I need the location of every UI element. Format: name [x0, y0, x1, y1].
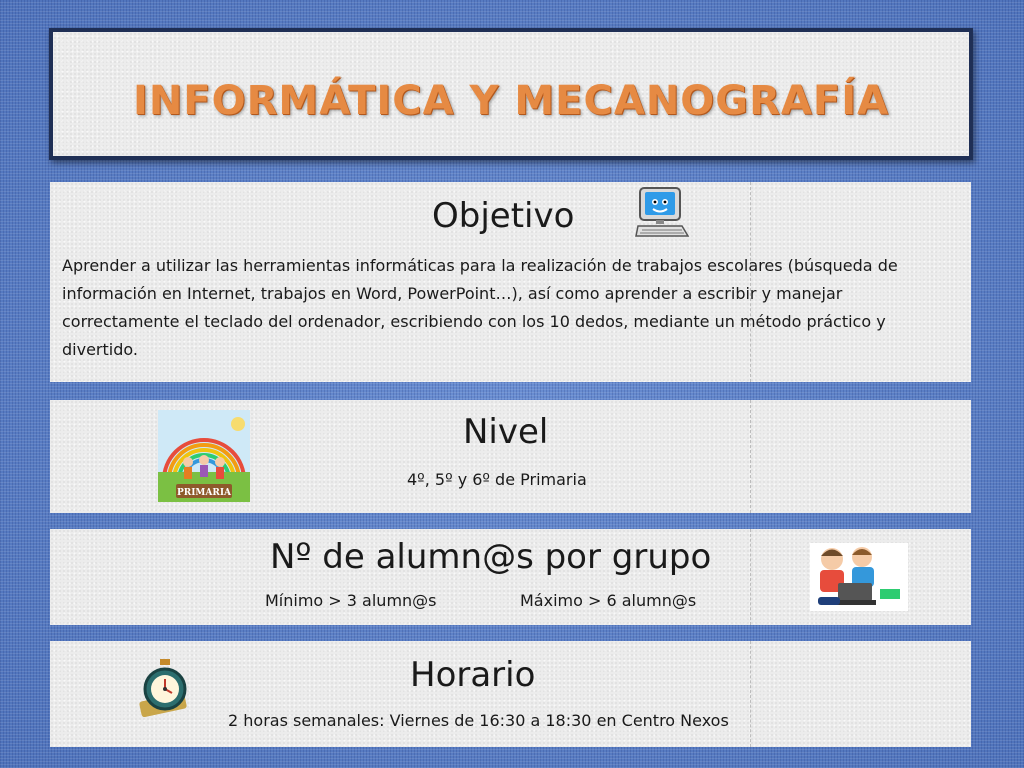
objetivo-heading: Objetivo [432, 196, 575, 236]
panel-divider [750, 400, 751, 513]
children-rainbow-image [158, 410, 250, 502]
stopwatch-icon [136, 657, 194, 719]
grupo-heading: Nº de alumn@s por grupo [270, 537, 712, 577]
grupo-panel [50, 529, 971, 625]
grupo-minimo: Mínimo > 3 alumn@s [265, 591, 437, 610]
objetivo-text: Aprender a utilizar las herramientas informáticas para la realización de trabajos escolares (búsqueda de información en Internet, trabajos en Word, PowerPoint…), así como aprender a escribir y manejar correctamente el teclado del ordenador, escribiendo con los 10 dedos, mediante un método práctico y divertido. [62, 256, 898, 359]
horario-text: 2 horas semanales: Viernes de 16:30 a 18:30 en Centro Nexos [228, 711, 729, 730]
primaria-sign: PRIMARIA [176, 488, 232, 498]
objetivo-panel [50, 182, 971, 382]
kids-laptop-image [810, 543, 908, 611]
horario-panel [50, 641, 971, 747]
panel-divider [750, 529, 751, 625]
nivel-panel [50, 400, 971, 513]
horario-heading: Horario [410, 655, 536, 695]
title-banner [49, 28, 973, 160]
nivel-heading: Nivel [463, 412, 549, 452]
panel-divider [750, 641, 751, 747]
nivel-text: 4º, 5º y 6º de Primaria [407, 470, 587, 489]
grupo-maximo: Máximo > 6 alumn@s [520, 591, 697, 610]
computer-icon [634, 186, 690, 240]
page-title: INFORMÁTICA Y MECANOGRAFÍA [132, 78, 890, 124]
